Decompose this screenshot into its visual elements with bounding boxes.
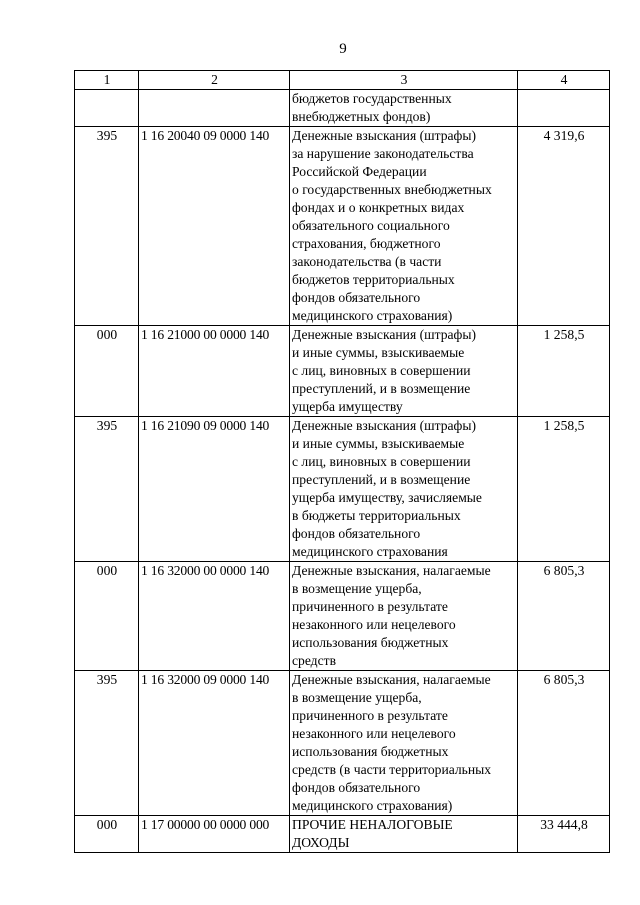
sum-cell: 33 444,8 [518, 816, 610, 853]
column-number-header: 4 [518, 71, 610, 90]
budget-code-cell: 1 16 20040 09 0000 140 [139, 127, 290, 326]
budget-code-cell: 1 17 00000 00 0000 000 [139, 816, 290, 853]
table-row [75, 816, 610, 853]
revenue-name-cell: бюджетов государственных внебюджетных фондов) [290, 90, 518, 127]
column-number-header: 1 [75, 71, 139, 90]
sum-cell: 6 805,3 [518, 671, 610, 816]
table-row [75, 326, 610, 417]
admin-code-cell: 000 [75, 816, 139, 853]
revenue-name-cell: Денежные взыскания (штрафы) и иные суммы, взыскиваемые с лиц, виновных в совершении преступлений, и в возмещение ущерба имуществу [290, 326, 518, 417]
revenue-name-cell: ПРОЧИЕ НЕНАЛОГОВЫЕ ДОХОДЫ [290, 816, 518, 853]
sum-cell: 1 258,5 [518, 417, 610, 562]
admin-code-cell [75, 90, 139, 127]
budget-code-cell: 1 16 32000 00 0000 140 [139, 562, 290, 671]
admin-code-cell: 395 [75, 127, 139, 326]
admin-code-cell: 395 [75, 417, 139, 562]
table-row [75, 671, 610, 816]
budget-code-cell: 1 16 32000 09 0000 140 [139, 671, 290, 816]
table-header-row [75, 71, 610, 90]
revenue-name-cell: Денежные взыскания (штрафы) за нарушение законодательства Российской Федерации о государственных внебюджетных фондах и о конкретных видах обязательного социального страхования, бюджетного законодательства (в части бюджетов территориальных фондов обязательного медицинского страхования) [290, 127, 518, 326]
revenue-name-cell: Денежные взыскания, налагаемые в возмещение ущерба, причиненного в результате незаконного или нецелевого использования бюджетных средств (в части территориальных фондов обязательного медицинского страхования) [290, 671, 518, 816]
budget-code-cell: 1 16 21090 09 0000 140 [139, 417, 290, 562]
table-row [75, 562, 610, 671]
table-row [75, 127, 610, 326]
sum-cell: 1 258,5 [518, 326, 610, 417]
column-number-header: 2 [139, 71, 290, 90]
admin-code-cell: 000 [75, 562, 139, 671]
revenue-name-cell: Денежные взыскания (штрафы) и иные суммы, взыскиваемые с лиц, виновных в совершении преступлений, и в возмещение ущерба имуществу, зачисляемые в бюджеты территориальных фондов обязательного медицинского страхования [290, 417, 518, 562]
sum-cell: 4 319,6 [518, 127, 610, 326]
budget-code-cell [139, 90, 290, 127]
sum-cell [518, 90, 610, 127]
sum-cell: 6 805,3 [518, 562, 610, 671]
table-row [75, 417, 610, 562]
column-number-header: 3 [290, 71, 518, 90]
budget-code-cell: 1 16 21000 00 0000 140 [139, 326, 290, 417]
table-row [75, 90, 610, 127]
revenue-table [74, 70, 610, 853]
revenue-name-cell: Денежные взыскания, налагаемые в возмещение ущерба, причиненного в результате незаконного или нецелевого использования бюджетных средств [290, 562, 518, 671]
admin-code-cell: 395 [75, 671, 139, 816]
page-number: 9 [339, 41, 347, 57]
admin-code-cell: 000 [75, 326, 139, 417]
